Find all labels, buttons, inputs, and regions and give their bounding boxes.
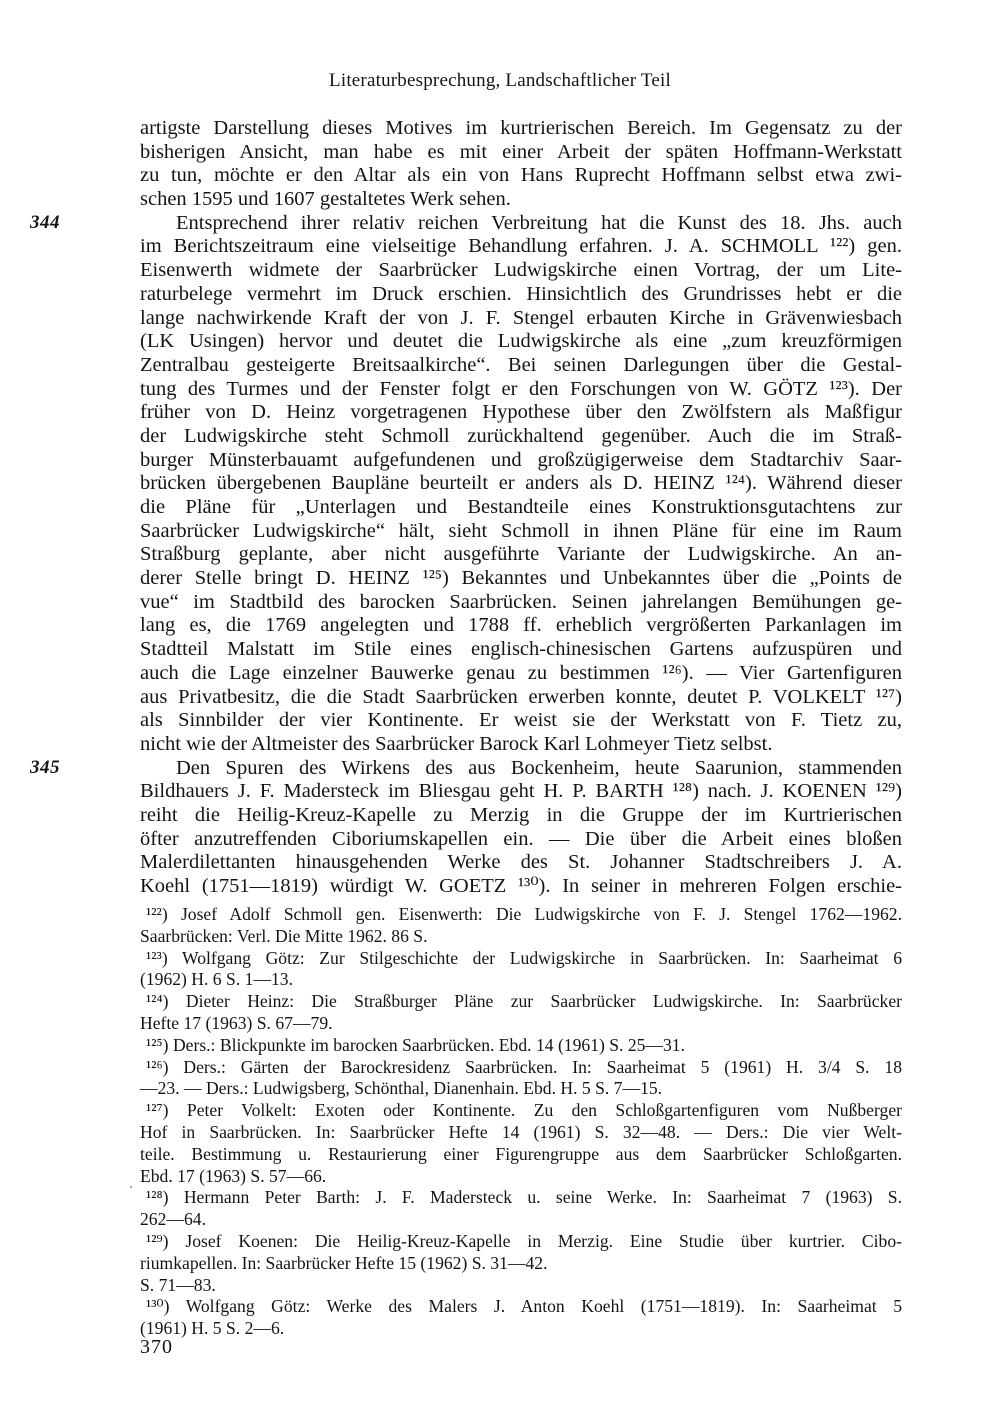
body-line: als Sinnbilder der vier Kontinente. Er weist sie der Werkstatt von F. Tietz zu, [140, 709, 902, 732]
footnotes [140, 904, 902, 1340]
footnote-line: ¹²⁵) Ders.: Blickpunkte im barocken Saarbrücken. Ebd. 14 (1961) S. 25—31. [146, 1034, 686, 1055]
footnote-line: ¹²⁷) Peter Volkelt: Exoten oder Kontinente. Zu den Schloßgartenfiguren vom Nußberger [146, 1100, 902, 1121]
body-line: Saarbrücker Ludwigskirche“ hält, sieht Schmoll in ihnen Pläne für eine im Raum [140, 519, 902, 542]
body-line: Eisenwerth widmete der Saarbrücker Ludwigskirche einen Vortrag, der um Lite- [140, 259, 902, 282]
margin-mark [130, 1186, 132, 1188]
body-line: Bildhauers J. F. Madersteck im Bliesgau geht H. P. BARTH ¹²⁸) nach. J. KOENEN ¹²⁹) [140, 780, 902, 803]
margin-number: 344 [30, 211, 60, 233]
body-line: nicht wie der Altmeister des Saarbrücker Barock Karl Lohmeyer Tietz selbst. [140, 732, 773, 755]
footnote-line: ¹²⁸) Hermann Peter Barth: J. F. Madersteck u. seine Werke. In: Saarheimat 7 (1963) S. [146, 1187, 902, 1208]
footnote-line: teile. Bestimmung u. Restaurierung einer Figurengruppe aus dem Saarbrücker Schloßgarten. [140, 1143, 902, 1164]
body-line: vue“ im Stadtbild des barocken Saarbrücken. Seinen jahrelangen Bemühungen ge- [140, 590, 902, 613]
paragraph-344 [30, 211, 902, 236]
body-line: der Ludwigskirche steht Schmoll zurückhaltend gegenüber. Auch die im Straß- [140, 424, 902, 447]
body-line: schen 1595 und 1607 gestaltetes Werk sehen. [140, 188, 511, 211]
body-line: Den Spuren des Wirkens des aus Bockenheim, heute Saarunion, stammenden [176, 756, 902, 779]
page-number: 370 [140, 1336, 173, 1358]
footnote-line: Saarbrücken: Verl. Die Mitte 1962. 86 S. [140, 925, 428, 946]
footnote-line: Hefte 17 (1963) S. 67—79. [140, 1012, 333, 1033]
footnote-line: ¹²⁹) Josef Koenen: Die Heilig-Kreuz-Kapelle in Merzig. Eine Studie über kurtrier. Cibo- [146, 1230, 902, 1251]
body-line: Entsprechend ihrer relativ reichen Verbreitung hat die Kunst des 18. Jhs. auch [176, 211, 902, 234]
footnote-line: S. 71—83. [140, 1274, 216, 1295]
body-line: lange nachwirkende Kraft der von J. F. Stengel erbauten Kirche in Grävenwiesbach [140, 306, 902, 329]
body-line: Stadtteil Malstatt im Stile eines englisch-chinesischen Gartens aufzuspüren und [140, 638, 902, 661]
body-line: artigste Darstellung dieses Motives im kurtrierischen Bereich. Im Gegensatz zu der [140, 117, 902, 139]
footnote-line: ¹²⁴) Dieter Heinz: Die Straßburger Pläne zur Saarbrücker Ludwigskirche. In: Saarbrücker [146, 991, 902, 1012]
footnote-line: ¹²⁶) Ders.: Gärten der Barockresidenz Saarbrücken. In: Saarheimat 5 (1961) H. 3/4 S. 18 [146, 1056, 902, 1077]
body-line: Koehl (1751—1819) würdigt W. GOETZ ¹³⁰). In seiner in mehreren Folgen erschie- [140, 875, 902, 897]
body-line: Zentralbau gesteigerte Breitsaalkirche“. Bei seinen Darlegungen über die Gestal- [140, 353, 902, 376]
running-head: Literaturbesprechung, Landschaftlicher Teil [329, 70, 671, 91]
body-text [30, 117, 902, 899]
body-line: lang es, die 1769 angelegten und 1788 ff. erheblich vergrößerten Parkanlagen im [140, 614, 902, 637]
body-line: burger Münsterbauamt aufgefundenen und großzügigerweise dem Stadtarchiv Saar- [140, 448, 902, 471]
footnote-line: (1961) H. 5 S. 2—6. [140, 1318, 285, 1339]
footnote-line: (1962) H. 6 S. 1—13. [140, 969, 293, 990]
body-line: tung des Turmes und der Fenster folgt er den Forschungen von W. GÖTZ ¹²³). Der [140, 377, 902, 400]
body-line: auch die Lage einzelner Bauwerke genau zu bestimmen ¹²⁶). — Vier Gartenfiguren [140, 661, 902, 684]
footnote-line: 262—64. [140, 1209, 206, 1230]
footnote-line: —23. — Ders.: Ludwigsberg, Schönthal, Dianenhain. Ebd. H. 5 S. 7—15. [140, 1078, 663, 1099]
body-line: öfter anzutreffenden Ciboriumskapellen ein. — Die über die Arbeit eines bloßen [140, 827, 902, 850]
body-line: (LK Usingen) hervor und deutet die Ludwigskirche als eine „zum kreuzförmigen [140, 330, 902, 353]
body-line: derer Stelle bringt D. HEINZ ¹²⁵) Bekanntes und Unbekanntes über die „Points de [140, 567, 902, 590]
body-line: im Berichtszeitraum eine vielseitige Behandlung erfahren. J. A. SCHMOLL ¹²²) gen. [140, 235, 902, 258]
body-line: Straßburg geplante, aber nicht ausgeführte Variante der Ludwigskirche. An an- [140, 543, 902, 566]
body-line: die Pläne für „Unterlagen und Bestandteile eines Konstruktionsgutachtens zur [140, 496, 902, 518]
body-line: früher von D. Heinz vorgetragenen Hypothese über den Zwölfstern als Maßfigur [140, 401, 902, 424]
footnote-line: Ebd. 17 (1963) S. 57—66. [140, 1165, 327, 1186]
footnote-line: ¹²²) Josef Adolf Schmoll gen. Eisenwerth: Die Ludwigskirche von F. J. Stengel 1762—1962. [146, 904, 902, 924]
body-line: aus Privatbesitz, die die Stadt Saarbrücken erwerben konnte, deutet P. VOLKELT ¹²⁷) [140, 685, 902, 708]
footnote-line: ¹³⁰) Wolfgang Götz: Werke des Malers J. Anton Koehl (1751—1819). In: Saarheimat 5 [146, 1296, 902, 1317]
footnote-line: ¹²³) Wolfgang Götz: Zur Stilgeschichte der Ludwigskirche in Saarbrücken. In: Saarheimat 6 [146, 947, 902, 968]
footnote-line: Hof in Saarbrücken. In: Saarbrücker Hefte 14 (1961) S. 32—48. — Ders.: Die vier Welt- [140, 1121, 902, 1142]
body-line: Malerdilettanten hinausgehenden Werke des St. Johanner Stadtschreibers J. A. [140, 851, 902, 874]
paragraph-345 [30, 756, 902, 781]
margin-number: 345 [30, 756, 60, 778]
footnote-line: riumkapellen. In: Saarbrücker Hefte 15 (1962) S. 31—42. [140, 1252, 548, 1273]
body-line: zu tun, möchte er den Altar als ein von Hans Ruprecht Hoffmann selbst etwa zwi- [140, 164, 902, 187]
body-line: bisherigen Ansicht, man habe es mit einer Arbeit der späten Hoffmann-Werkstatt [140, 140, 902, 163]
body-line: raturbelege vermehrt im Druck erschien. Hinsichtlich des Grundrisses hebt er die [140, 282, 902, 305]
body-line: brücken übergebenen Baupläne beurteilt er anders als D. HEINZ ¹²⁴). Während dieser [140, 472, 902, 495]
body-line: reiht die Heilig-Kreuz-Kapelle zu Merzig in die Gruppe der im Kurtrierischen [140, 803, 902, 826]
